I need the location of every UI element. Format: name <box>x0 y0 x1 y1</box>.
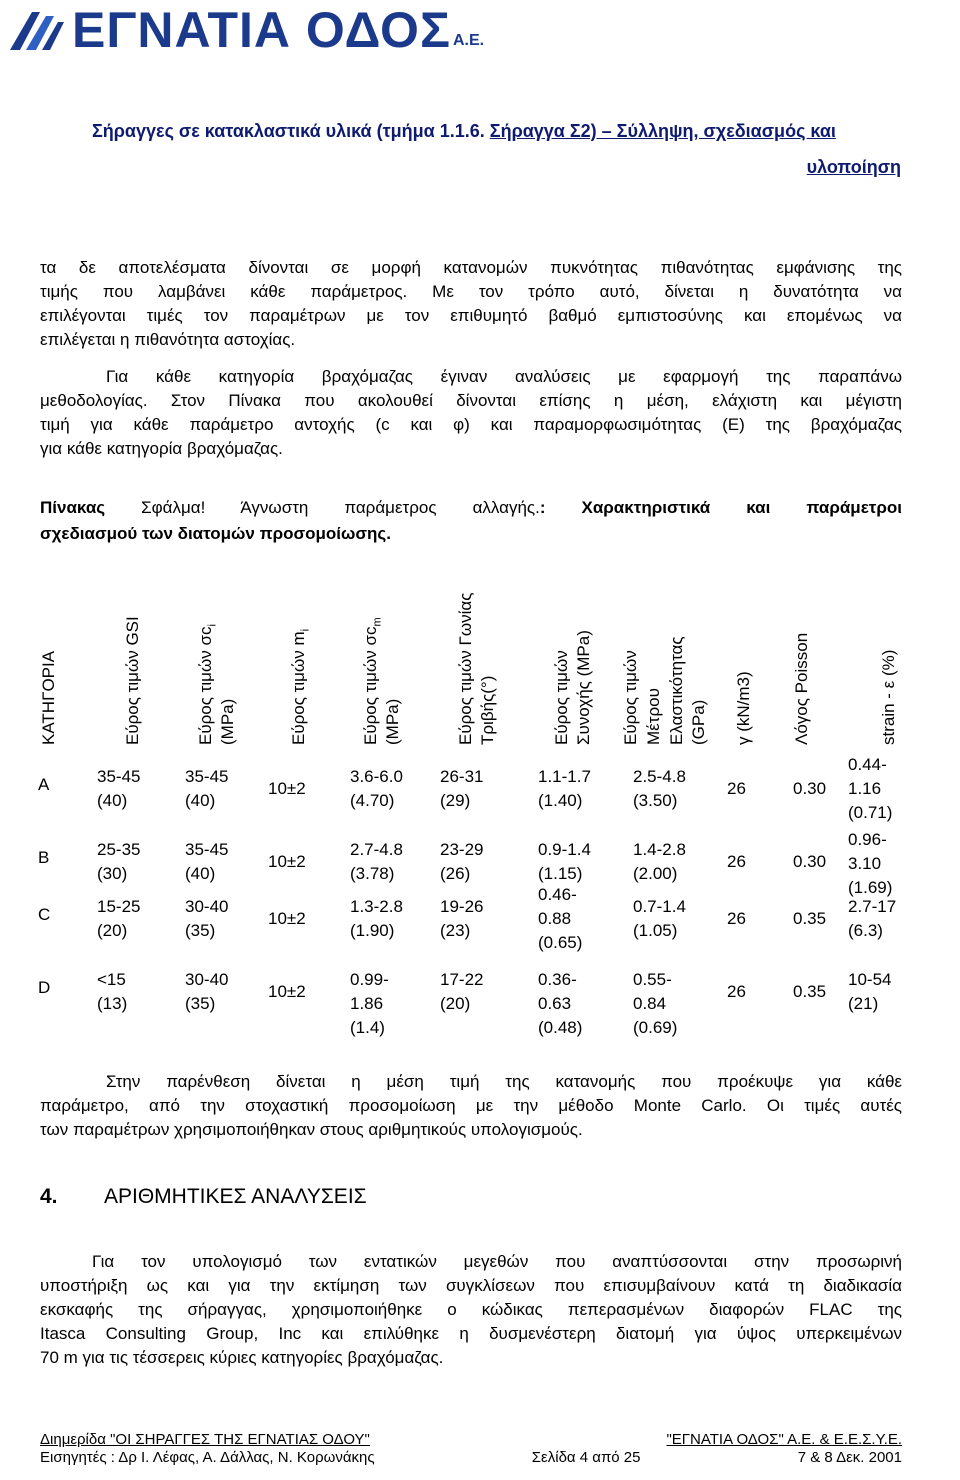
friction-angle-cell: 17-22 <box>440 970 484 989</box>
strain-cell: (21) <box>848 994 879 1013</box>
text-line: τα δε αποτελέσματα δίνονται σε μορφή κατανομών πυκνότητας πιθανότητας εμφάνισης της <box>40 258 902 277</box>
paragraph-3 <box>40 1250 902 1370</box>
table-column-header: Εύρος τιμών <box>621 650 640 745</box>
caption-prefix: Πίνακας <box>40 498 106 517</box>
strain-cell: 3.10 <box>848 854 882 873</box>
cohesion-cell: 0.9-1.4 <box>538 840 591 859</box>
sigma-cm-cell: (3.78) <box>350 864 395 883</box>
footer-date: 7 & 8 Δεκ. 2001 <box>797 1449 902 1466</box>
sigma-ci-cell: 35-45 <box>185 767 229 786</box>
cohesion-cell: 0.36- <box>538 970 577 989</box>
cohesion-cell: 0.88 <box>538 909 572 928</box>
mi-cell: 10±2 <box>268 982 306 1001</box>
text-line: των παραμέτρων χρησιμοποιήθηκαν στους αριθμητικούς υπολογισμούς. <box>40 1120 583 1139</box>
sigma-cm-cell: 3.6-6.0 <box>350 767 403 786</box>
text-line: Στην παρένθεση δίνεται η μέση τιμή της κατανομής που προέκυψε για κάθε <box>106 1072 902 1091</box>
elastic-modulus-cell: 0.7-1.4 <box>633 897 686 916</box>
text-line: υποστήριξη ως και για την εκτίμηση των συγκλίσεων που επισυμβαίνουν κατά τη διαδικασία <box>40 1276 902 1295</box>
text-line: επιλέγεται η πιθανότητα αστοχίας. <box>40 330 296 349</box>
unit-weight-cell: 26 <box>727 852 746 871</box>
caption-title-1: : Χαρακτηριστικά και παράμετροι <box>539 498 902 517</box>
sigma-ci-cell: (35) <box>185 994 216 1013</box>
strain-cell: 1.16 <box>848 779 882 798</box>
friction-angle-cell: (23) <box>440 921 471 940</box>
text-line: Itasca Consulting Group, Inc και επιλύθηκε η δυσμενέστερη διατομή για ύψος υπερκειμένων <box>40 1324 902 1343</box>
cohesion-cell: 1.1-1.7 <box>538 767 591 786</box>
gsi-cell: 15-25 <box>97 897 141 916</box>
sigma-ci-cell: (40) <box>185 791 216 810</box>
poisson-ratio-cell: 0.35 <box>793 909 827 928</box>
sigma-cm-cell: (1.90) <box>350 921 395 940</box>
strain-cell: (1.69) <box>848 878 893 897</box>
text-line: παράμετρο, από την στοχαστική προσομοίωση με την μέθοδο Monte Carlo. Οι τιμές αυτές <box>40 1096 902 1115</box>
sigma-cm-cell: 1.3-2.8 <box>350 897 403 916</box>
table-column-header: γ (kN/m3) <box>734 671 753 745</box>
sigma-cm-cell: (4.70) <box>350 791 395 810</box>
paragraph-2 <box>40 365 902 461</box>
sigma-ci-cell: (40) <box>185 864 216 883</box>
text-line: Για τον υπολογισμό των εντατικών μεγεθών που αναπτύσσονται στην προσωρινή <box>92 1252 902 1271</box>
friction-angle-cell: (26) <box>440 864 471 883</box>
category-cell: B <box>38 848 50 867</box>
gsi-cell: (40) <box>97 791 128 810</box>
sigma-cm-cell: 2.7-4.8 <box>350 840 403 859</box>
strain-cell: (0.71) <box>848 803 893 822</box>
sigma-cm-cell: 1.86 <box>350 994 384 1013</box>
text-line: επιλέγονται τιμές τον παραμέτρων με τον επιθυμητό βαθμό εμπιστοσύνης και επομένως να <box>40 306 902 325</box>
footer-authors: Εισηγητές : Δρ Ι. Λέφας, Α. Δάλλας, Ν. Κορωνάκης <box>40 1449 375 1466</box>
table-column-header: ΚΑΤΗΓΟΡΙΑ <box>39 650 58 745</box>
poisson-ratio-cell: 0.30 <box>793 852 827 871</box>
text-line: Για κάθε κατηγορία βραχόμαζας έγιναν αναλύσεις με εφαρμογή της παραπάνω <box>106 367 902 386</box>
page-footer <box>40 1431 902 1467</box>
sigma-ci-cell: (35) <box>185 921 216 940</box>
title-line2: υλοποίηση <box>806 157 901 177</box>
mi-cell: 10±2 <box>268 852 306 871</box>
table-column-header: Εύρος τιμών $m_i$ <box>289 628 312 745</box>
sigma-cm-cell: 0.99- <box>350 970 389 989</box>
text-line: για κάθε κατηγορία βραχόμαζας. <box>40 439 283 458</box>
caption-title-2: σχεδιασμού των διατομών προσομοίωσης. <box>40 524 391 543</box>
category-cell: A <box>38 775 50 794</box>
elastic-modulus-cell: (0.69) <box>633 1018 678 1037</box>
table-column-header: Εύρος τιμών Γωνίας <box>456 592 475 745</box>
table-caption <box>40 495 902 547</box>
gsi-cell: <15 <box>97 970 126 989</box>
title-part1: Σήραγγες σε κατακλαστικά υλικά (τμήμα 1.1.6. <box>92 121 490 141</box>
footer-organizers: "ΕΓΝΑΤΙΑ ΟΔΟΣ" Α.Ε. & Ε.Ε.Σ.Υ.Ε. <box>666 1431 902 1448</box>
sigma-ci-cell: 30-40 <box>185 897 229 916</box>
strain-cell: (6.3) <box>848 921 883 940</box>
text-line: τιμής που λαμβάνει κάθε παράμετρος. Με τον τρόπο αυτό, δίνεται η δυνατότητα να <box>40 282 902 301</box>
table-column-header: (MPa) <box>218 698 237 745</box>
friction-angle-cell: (29) <box>440 791 471 810</box>
category-cell: C <box>38 905 51 924</box>
elastic-modulus-cell: (1.05) <box>633 921 678 940</box>
section-title: ΑΡΙΘΜΗΤΙΚΕΣ ΑΝΑΛΥΣΕΙΣ <box>104 1185 367 1208</box>
mi-cell: 10±2 <box>268 779 306 798</box>
footer-event: Διημερίδα "ΟΙ ΣΗΡΑΓΓΕΣ ΤΗΣ ΕΓΝΑΤΙΑΣ ΟΔΟΥ" <box>40 1431 370 1448</box>
logo-wordmark: ΕΓΝΑΤΙΑ ΟΔΟΣ <box>72 2 451 58</box>
strain-cell: 0.44- <box>848 755 887 774</box>
table-column-header: Εύρος τιμών $\sigma c_i$ <box>196 624 219 745</box>
cohesion-cell: (1.40) <box>538 791 583 810</box>
friction-angle-cell: 26-31 <box>440 767 484 786</box>
text-line: μεθοδολογίας. Στον Πίνακα που ακολουθεί δίνονται επίσης η μέση, ελάχιστη και μέγιστη <box>40 391 902 410</box>
elastic-modulus-cell: 0.55- <box>633 970 672 989</box>
table-column-header: (GPa) <box>689 699 708 745</box>
document-title <box>92 121 901 178</box>
section-heading <box>40 1185 367 1209</box>
sigma-cm-cell: (1.4) <box>350 1018 385 1037</box>
logo-suffix: Α.Ε. <box>452 32 485 49</box>
cohesion-cell: (0.48) <box>538 1018 583 1037</box>
table-column-header: Συνοχής (MPa) <box>574 630 593 745</box>
header-subscript: m <box>371 617 384 627</box>
mi-cell: 10±2 <box>268 909 306 928</box>
elastic-modulus-cell: 1.4-2.8 <box>633 840 686 859</box>
sigma-ci-cell: 30-40 <box>185 970 229 989</box>
text-line: τιμή για κάθε παράμετρο αντοχής (c και φ) και παραμορφωσιμότητας (Ε) της βραχόμαζας <box>40 415 902 434</box>
poisson-ratio-cell: 0.30 <box>793 779 827 798</box>
company-logo <box>6 4 484 56</box>
gsi-cell: (13) <box>97 994 128 1013</box>
table-column-header: Εύρος τιμών <box>552 650 571 745</box>
header-subscript: i <box>299 628 312 632</box>
friction-angle-cell: 19-26 <box>440 897 484 916</box>
table-column-header: Μέτρου <box>644 688 663 745</box>
cohesion-cell: (1.15) <box>538 864 583 883</box>
section-number: 4. <box>40 1185 58 1208</box>
friction-angle-cell: (20) <box>440 994 471 1013</box>
note-paragraph <box>40 1070 902 1142</box>
table-column-header: Εύρος τιμών GSI <box>123 616 142 745</box>
table-column-header: Ελαστικότητας <box>667 636 686 745</box>
caption-error: Σφάλμα! Άγνωστη παράμετρος αλλαγής. <box>105 498 540 517</box>
text-line: 70 m για τις τέσσερεις κύριες κατηγορίες βραχόμαζας. <box>40 1348 444 1367</box>
poisson-ratio-cell: 0.35 <box>793 982 827 1001</box>
gsi-cell: (30) <box>97 864 128 883</box>
paragraph-1 <box>40 256 902 352</box>
strain-cell: 0.96- <box>848 830 887 849</box>
table-column-header: Τριβής(°) <box>478 675 497 745</box>
title-part2: Σήραγγα Σ2) – Σύλληψη, σχεδιασμός και <box>489 121 836 141</box>
category-cell: D <box>38 978 51 997</box>
cohesion-cell: 0.63 <box>538 994 572 1013</box>
unit-weight-cell: 26 <box>727 982 746 1001</box>
table-column-header: Εύρος τιμών $\sigma c_m$ <box>361 617 384 745</box>
cohesion-cell: 0.46- <box>538 885 577 904</box>
egnatia-logo-icon <box>6 6 64 54</box>
friction-angle-cell: 23-29 <box>440 840 484 859</box>
table-column-header: Λόγος Poisson <box>792 632 811 745</box>
table-column-header: strain - ε (%) <box>879 649 898 745</box>
elastic-modulus-cell: (3.50) <box>633 791 678 810</box>
elastic-modulus-cell: 0.84 <box>633 994 667 1013</box>
unit-weight-cell: 26 <box>727 779 746 798</box>
header-subscript: i <box>206 624 219 627</box>
unit-weight-cell: 26 <box>727 909 746 928</box>
cohesion-cell: (0.65) <box>538 933 583 952</box>
gsi-cell: (20) <box>97 921 128 940</box>
elastic-modulus-cell: (2.00) <box>633 864 678 883</box>
text-line: εκσκαφής της σήραγγας, χρησιμοποιήθηκε ο κώδικας πεπερασμένων διαφορών FLAC της <box>40 1300 902 1319</box>
gsi-cell: 25-35 <box>97 840 141 859</box>
gsi-cell: 35-45 <box>97 767 141 786</box>
elastic-modulus-cell: 2.5-4.8 <box>633 767 686 786</box>
footer-page-number: Σελίδα 4 από 25 <box>531 1449 641 1466</box>
table-column-header: (MPa) <box>383 698 402 745</box>
strain-cell: 2.7-17 <box>848 897 897 916</box>
sigma-ci-cell: 35-45 <box>185 840 229 859</box>
strain-cell: 10-54 <box>848 970 892 989</box>
